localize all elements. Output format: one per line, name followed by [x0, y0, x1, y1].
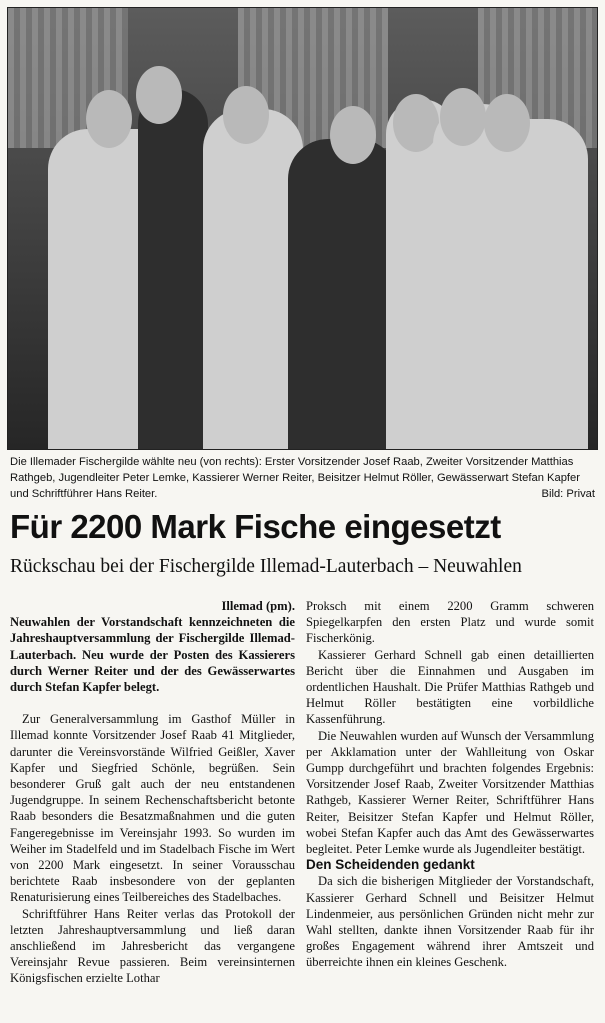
group-photo: [7, 7, 598, 450]
photo-credit: Bild: Privat: [541, 488, 595, 500]
person-7: [478, 119, 588, 449]
subheading-farewell: Den Scheidenden gedankt: [306, 857, 475, 873]
paragraph-4: Die Neuwahlen wurden auf Wunsch der Versammlung per Akklamation unter der Wahlleitung von Oskar Gumpp durchgeführt und brachten folgendes Ergebnis: Vorsitzender Josef Raab, Zweiter Vorsitzender Matthias Rathgeb, Kassierer Werner Reiter, Schriftführer Hans Reiter, Beisitzer Stefan Kapfer und Helmut Röller, wobei Stefan Kapfer auch das Amt des Gewässerwartes begleitet. Peter Lemke wurde als Jugendleiter bestätigt.: [306, 728, 594, 857]
person-2: [138, 89, 208, 449]
photo-caption: [10, 454, 595, 502]
column-right: [306, 598, 594, 971]
person-2-head: [136, 66, 182, 124]
person-6-head: [440, 88, 486, 146]
person-4-head: [330, 106, 376, 164]
paragraph-1: Zur Generalversammlung im Gasthof Müller in Illemad konnte Vorsitzender Josef Raab 41 Mitglieder, darunter die Vereinsvorstände Wilfried Geißler, Xaver Kapfer und Siegfried Schönle, begrüßen. Sein besonderer Gruß galt auch der neu entstandenen Jugendgruppe. In seinem Rechenschaftsbericht betonte Raab besonders die Besatzmaßnahmen und die guten Fangeregebnisse im Vereinsjahr 1993. So wurden im Weiher im Stadelfeld und im Stadelbach Fische im Wert von 2200 Mark eingesetzt. In seiner Vorausschau berichtete Raab insbesondere von der geplanten Renaturisierung eines Teilbereiches des Stadelbaches.: [10, 712, 295, 905]
person-1-head: [86, 90, 132, 148]
person-3-head: [223, 86, 269, 144]
person-7-head: [484, 94, 530, 152]
paragraph-2: Schriftführer Hans Reiter verlas das Protokoll der letzten Jahreshauptversammlung und ließ daran anschließend im Jahresbericht das vergangene Vereinsjahr Revue passieren. Beim vereinsinternen Königsfischen erzielte Lothar: [10, 906, 295, 986]
caption-text: Die Illemader Fischergilde wählte neu (von rechts): Erster Vorsitzender Josef Raab, Zweiter Vorsitzender Matthias Rathgeb, Jugendleiter Peter Lemke, Kassierer Werner Reiter, Beisitzer Helmut Röller, Gewässerwart Stefan Kapfer und Schriftführer Hans Reiter.: [10, 456, 580, 500]
lead-paragraph: Neuwahlen der Vorstandschaft kennzeichneten die Jahreshauptversammlung der Fischergilde Illemad-Lauterbach. Neu wurde der Posten des Kassierers durch Werner Reiter und der des Gewässerwartes durch Stefan Kapfer belegt.: [10, 615, 295, 695]
article-subheadline: Rückschau bei der Fischergilde Illemad-Lauterbach – Neuwahlen: [10, 556, 522, 577]
paragraph-2-continued: Proksch mit einem 2200 Gramm schweren Spiegelkarpfen den ersten Platz und wurde somit Fischerkönig.: [306, 599, 594, 646]
article-headline: Für 2200 Mark Fische eingesetzt: [10, 508, 501, 545]
paragraph-3: Kassierer Gerhard Schnell gab einen detaillierten Bericht über die Einnahmen und Ausgaben im ordentlichen Haushalt. Die Prüfer Matthias Rathgeb und Helmut Röller bestätigten eine vorbildliche Kassenführung.: [306, 647, 594, 727]
dateline: Illemad (pm).: [221, 599, 295, 613]
person-4: [288, 139, 398, 449]
paragraph-5: Da sich die bisherigen Mitglieder der Vorstandschaft, Kassierer Gerhard Schnell und Beisitzer Helmut Lindenmeier, aus persönlichen Gründen nicht mehr zur Wahl stellten, dankte ihnen Vorsitzender Raab für ihr großes Engagement während ihrer Amtszeit und überreichte ihnen ein kleines Geschenk.: [306, 874, 594, 970]
column-left: [10, 598, 295, 987]
